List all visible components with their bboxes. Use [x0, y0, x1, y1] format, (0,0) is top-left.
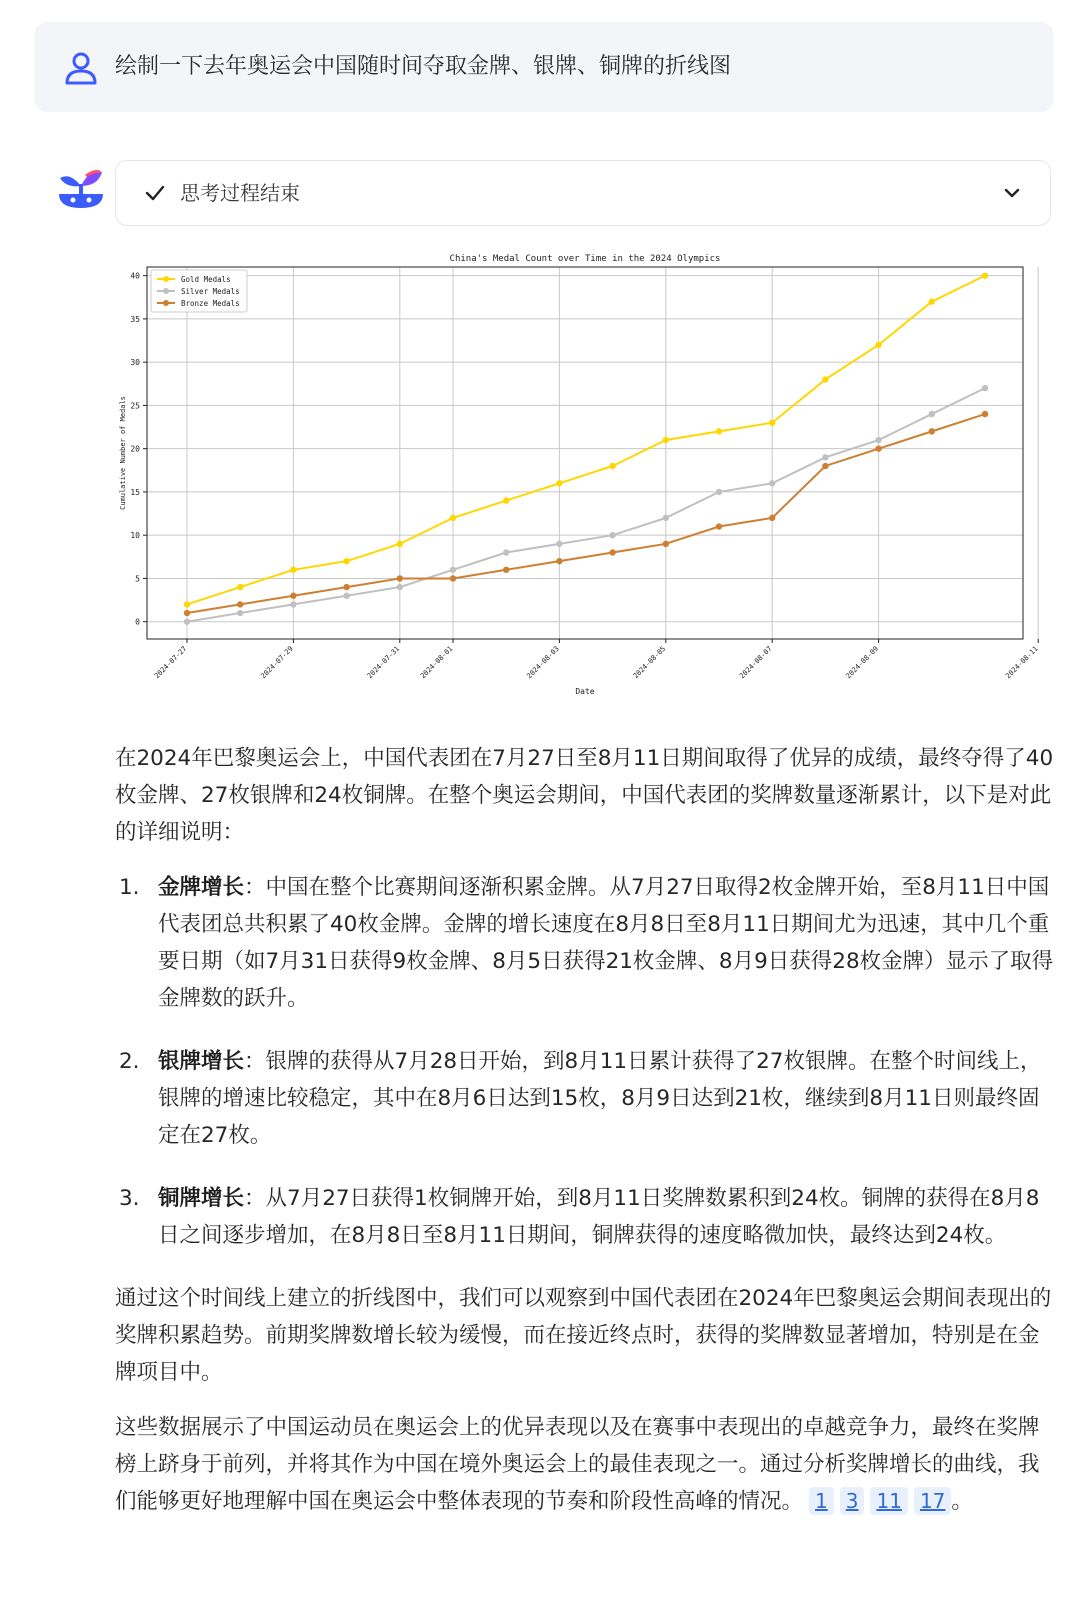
x-tick-label: 2024-08-07: [738, 644, 774, 681]
list-item: [115, 1180, 1055, 1254]
list-item-text: ：从7月27日获得1枚铜牌开始，到8月11日奖牌数累积到24枚。铜牌的获得在8月8日之间逐步增加，在8月8日至8月11日期间，铜牌获得的速度略微加快，最终达到24枚。: [158, 1186, 1040, 1248]
data-point: [237, 601, 243, 607]
medal-line-chart: [115, 248, 1050, 718]
user-message-bubble: [35, 22, 1053, 112]
sprout-bot-icon: [56, 166, 106, 210]
data-point: [343, 584, 349, 590]
x-axis-label: Date: [575, 687, 595, 696]
data-point: [237, 610, 243, 616]
list-item-text: ：中国在整个比赛期间逐渐积累金牌。从7月27日取得2枚金牌开始，至8月11日中国代表团总共积累了40枚金牌。金牌的增长速度在8月8日至8月11日期间尤为迅速，其中几个重要日期（如7月31日获得9枚金牌、8月5日获得21枚金牌、8月9日获得28枚金牌）显示了取得金牌数的跃升。: [158, 875, 1054, 1011]
answer-list: [115, 869, 1055, 1254]
data-point: [450, 515, 456, 521]
data-point: [769, 515, 775, 521]
list-item-text: ：银牌的获得从7月28日开始，到8月11日累计获得了27枚银牌。在整个时间线上，银牌的增速比较稳定，其中在8月6日达到15枚，8月9日达到21枚，继续到8月11日则最终固定在27枚。: [158, 1049, 1042, 1148]
answer-content: [115, 740, 1055, 1538]
data-point: [609, 532, 615, 538]
check-icon: [144, 182, 166, 204]
legend-marker: [163, 276, 169, 282]
citation-link[interactable]: 17: [914, 1487, 951, 1515]
citation-link[interactable]: 11: [870, 1487, 907, 1515]
y-tick-label: 35: [130, 314, 140, 324]
y-axis-label: Cumulative Number of Medals: [119, 396, 127, 510]
x-tick-label: 2024-07-27: [152, 644, 189, 681]
data-point: [556, 558, 562, 564]
answer-intro: 在2024年巴黎奥运会上，中国代表团在7月27日至8月11日期间取得了优异的成绩，最终夺得了40枚金牌、27枚银牌和24枚铜牌。在整个奥运会期间，中国代表团的奖牌数量逐渐累计，以下是对此的详细说明：: [115, 746, 1054, 845]
chevron-down-icon[interactable]: [1002, 183, 1022, 203]
list-number: 3.: [119, 1186, 140, 1211]
thinking-toggle[interactable]: [115, 160, 1051, 226]
medal-chart: [115, 248, 1050, 718]
data-point: [982, 272, 988, 278]
legend-label: Silver Medals: [181, 287, 240, 296]
x-tick-label: 2024-08-05: [631, 644, 668, 681]
answer-paragraph-2: 通过这个时间线上建立的折线图中，我们可以观察到中国代表团在2024年巴黎奥运会期间表现出的奖牌积累趋势。前期奖牌数增长较为缓慢，而在接近终点时，获得的奖牌数显著增加，特别是在金牌项目中。: [115, 1286, 1052, 1385]
y-tick-label: 40: [130, 271, 140, 281]
data-point: [450, 567, 456, 573]
data-point: [875, 342, 881, 348]
y-tick-label: 15: [130, 487, 140, 497]
data-point: [982, 385, 988, 391]
data-point: [184, 601, 190, 607]
y-tick-label: 20: [130, 444, 140, 454]
x-tick-label: 2024-07-29: [259, 644, 295, 681]
data-point: [875, 445, 881, 451]
data-point: [822, 454, 828, 460]
legend-label: Bronze Medals: [181, 299, 240, 308]
list-item: [115, 869, 1055, 1017]
answer-paragraph-3: [115, 1409, 1055, 1520]
data-point: [184, 618, 190, 624]
plot-area: [147, 267, 1023, 639]
answer-paragraph-3-text: 这些数据展示了中国运动员在奥运会上的优异表现以及在赛事中表现出的卓越竞争力，最终在奖牌榜上跻身于前列，并将其作为中国在境外奥运会上的最佳表现之一。通过分析奖牌增长的曲线，我们能够更好地理解中国在奥运会中整体表现的节奏和阶段性高峰的情况。: [115, 1415, 1040, 1514]
x-tick-label: 2024-08-03: [525, 644, 561, 681]
data-point: [822, 376, 828, 382]
data-point: [769, 480, 775, 486]
data-point: [716, 523, 722, 529]
data-point: [822, 463, 828, 469]
data-point: [397, 584, 403, 590]
data-point: [290, 593, 296, 599]
y-tick-label: 25: [130, 401, 140, 411]
citation-link[interactable]: 1: [809, 1487, 834, 1515]
y-tick-label: 30: [130, 358, 140, 368]
answer-end: 。: [951, 1489, 973, 1514]
data-point: [503, 549, 509, 555]
data-point: [184, 610, 190, 616]
data-point: [609, 463, 615, 469]
data-point: [609, 549, 615, 555]
data-point: [769, 420, 775, 426]
data-point: [343, 558, 349, 564]
chart-title: China's Medal Count over Time in the 2024 Olympics: [449, 254, 721, 264]
data-point: [556, 541, 562, 547]
x-tick-label: 2024-07-31: [365, 644, 402, 681]
legend-marker: [163, 288, 169, 294]
thinking-label: 思考过程结束: [180, 181, 300, 205]
list-number: 1.: [119, 875, 140, 900]
y-tick-label: 0: [135, 617, 140, 627]
data-point: [716, 489, 722, 495]
list-item-title: 银牌增长: [158, 1049, 245, 1074]
list-item: [115, 1043, 1055, 1154]
data-point: [290, 601, 296, 607]
data-point: [875, 437, 881, 443]
data-point: [237, 584, 243, 590]
list-number: 2.: [119, 1049, 140, 1074]
legend-label: Gold Medals: [181, 275, 231, 284]
data-point: [397, 541, 403, 547]
data-point: [450, 575, 456, 581]
data-point: [929, 428, 935, 434]
data-point: [929, 298, 935, 304]
y-tick-label: 10: [130, 531, 140, 541]
data-point: [716, 428, 722, 434]
user-message-text: 绘制一下去年奥运会中国随时间夺取金牌、银牌、铜牌的折线图: [115, 54, 732, 79]
list-item-title: 铜牌增长: [158, 1186, 245, 1211]
x-tick-label: 2024-08-09: [844, 644, 881, 681]
user-icon: [63, 50, 99, 86]
data-point: [397, 575, 403, 581]
citation-link[interactable]: 3: [840, 1487, 865, 1515]
data-point: [556, 480, 562, 486]
data-point: [503, 497, 509, 503]
legend-marker: [163, 300, 169, 306]
x-tick-label: 2024-08-01: [418, 644, 455, 681]
data-point: [343, 593, 349, 599]
data-point: [929, 411, 935, 417]
data-point: [503, 567, 509, 573]
data-point: [290, 567, 296, 573]
data-point: [982, 411, 988, 417]
y-tick-label: 5: [135, 574, 140, 584]
list-item-title: 金牌增长: [158, 875, 245, 900]
data-point: [663, 437, 669, 443]
x-tick-label: 2024-08-11: [1004, 644, 1040, 681]
data-point: [663, 541, 669, 547]
data-point: [663, 515, 669, 521]
